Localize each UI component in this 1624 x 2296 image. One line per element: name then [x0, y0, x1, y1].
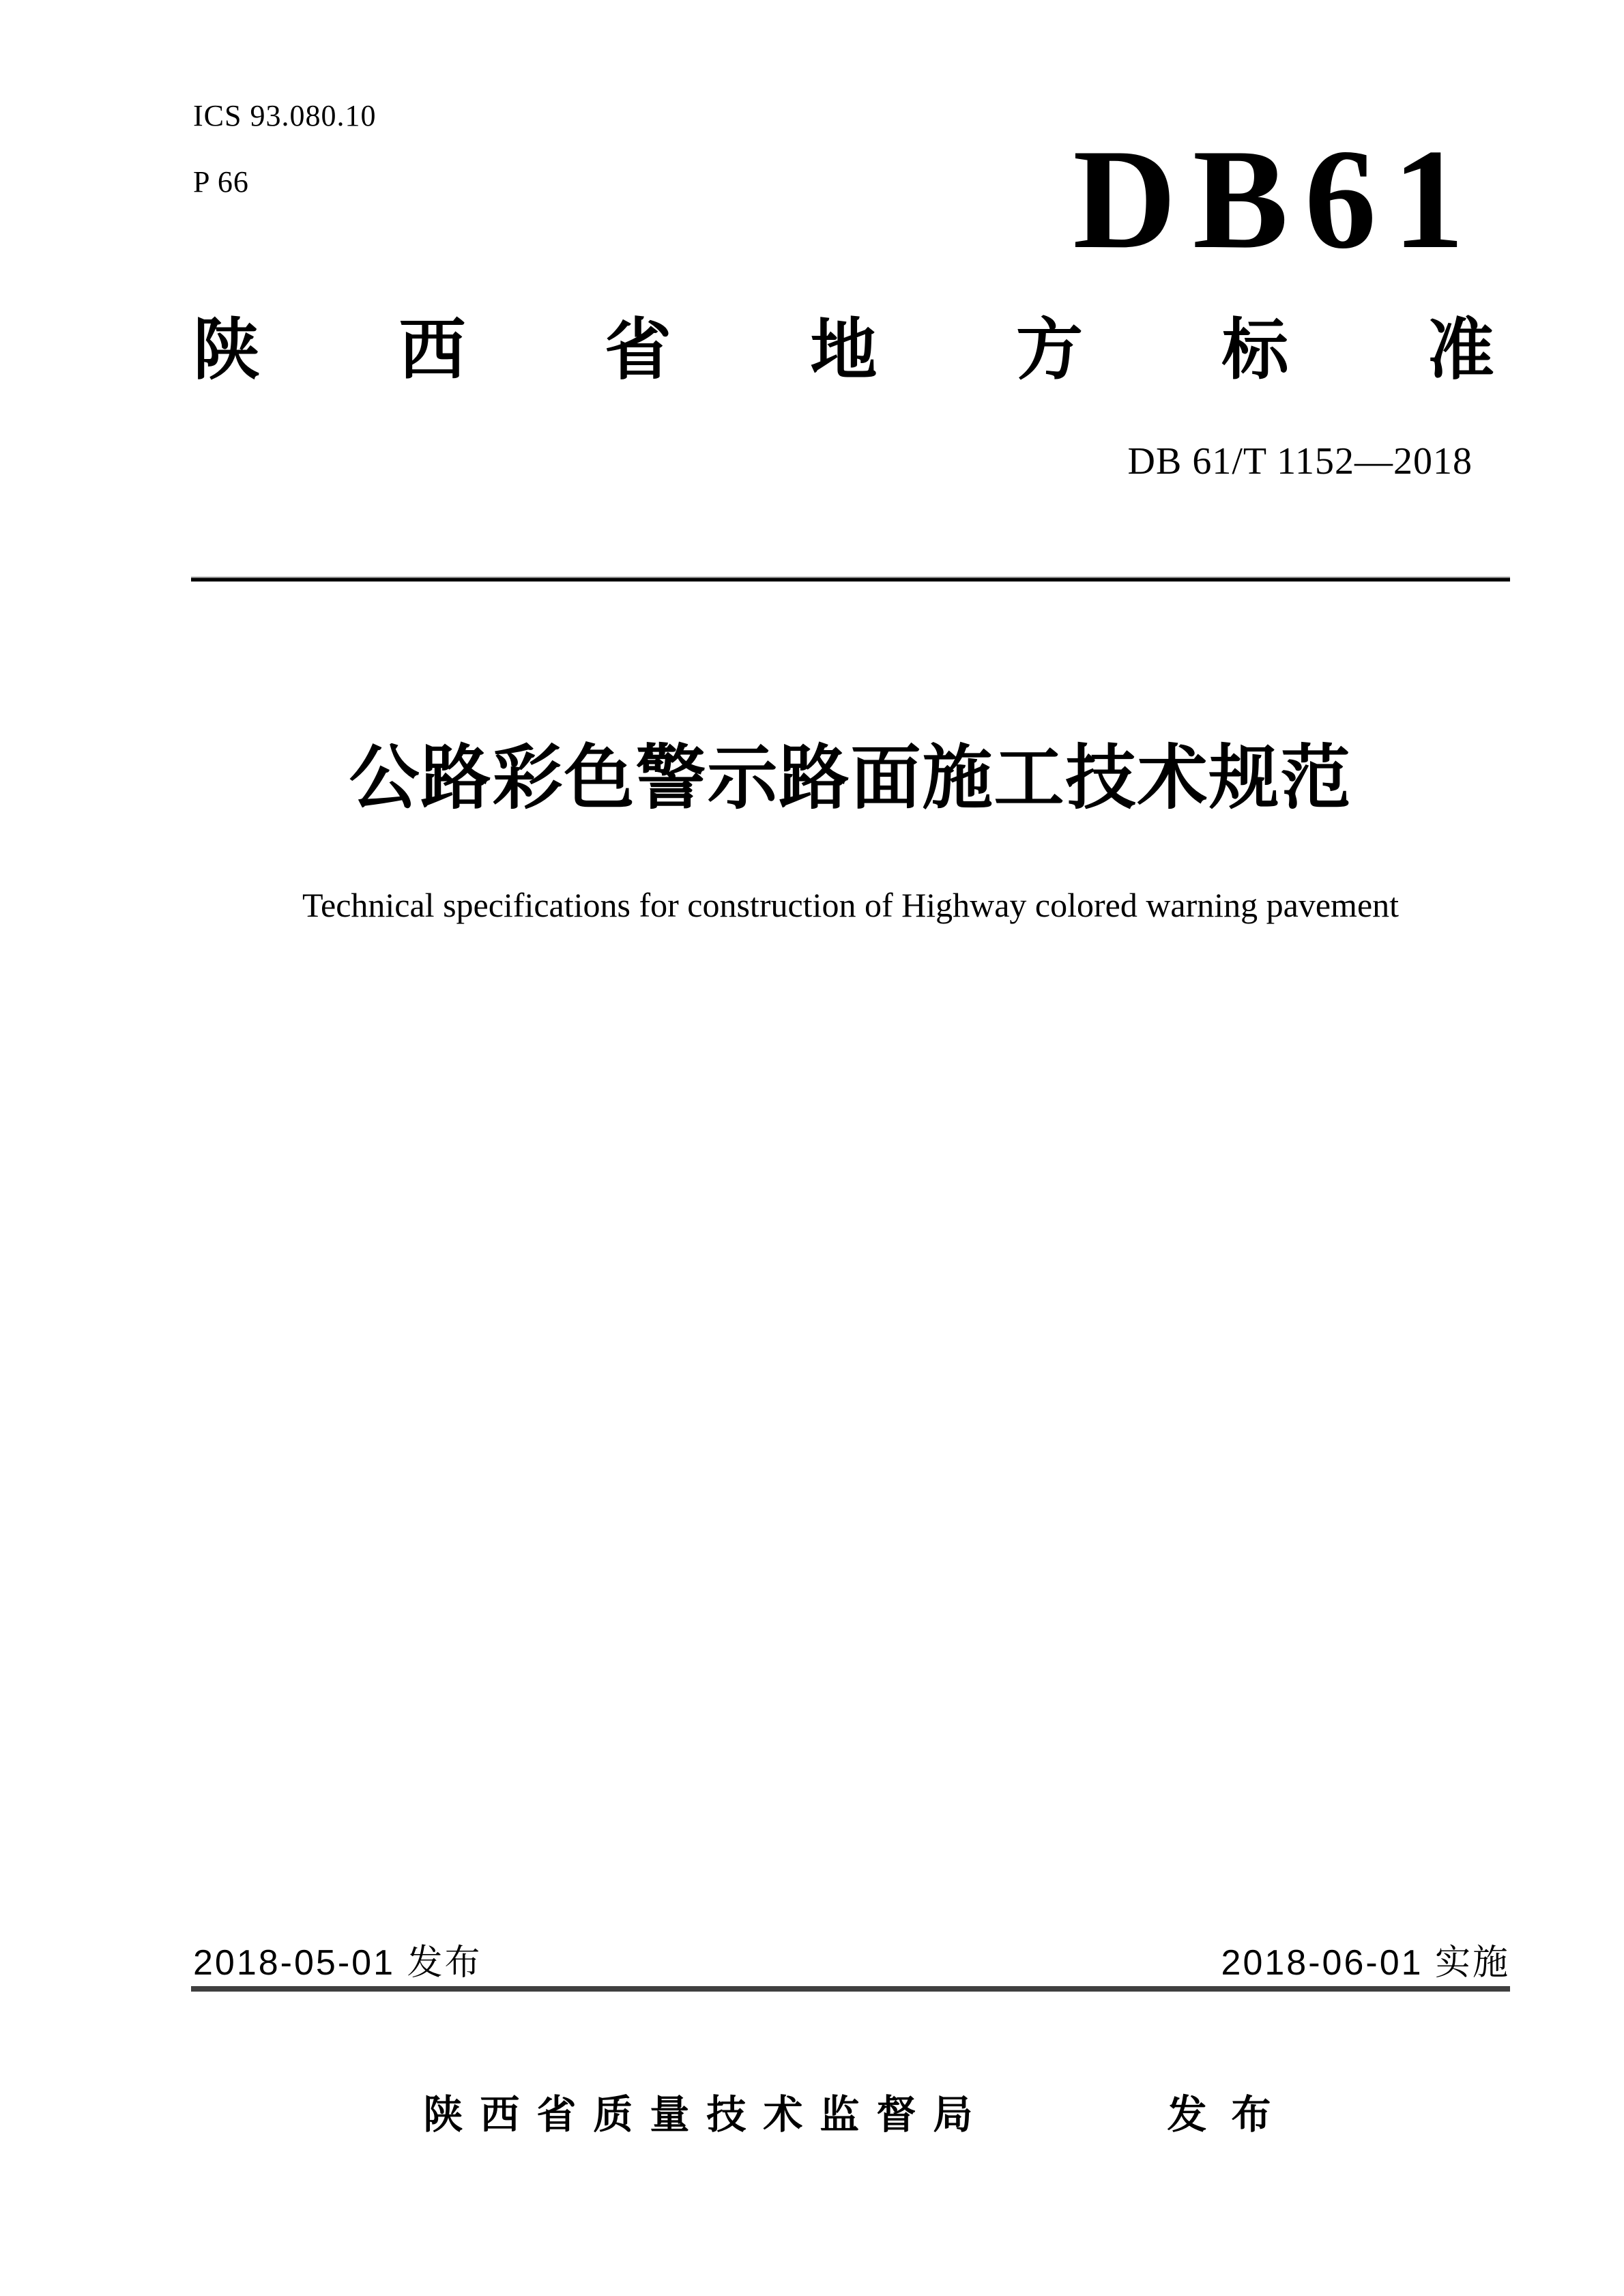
issue-date: 2018-05-01 发布	[193, 1943, 482, 1983]
standard-type-heading: 陕 西 省 地 方 标 准	[193, 314, 1494, 388]
publish-action-label: 发 布	[1167, 2093, 1278, 2137]
document-title-cn: 公路彩色警示路面施工技术规范	[349, 738, 1352, 817]
standard-number: DB 61/T 1152—2018	[1127, 440, 1473, 483]
date-row	[193, 1945, 1510, 1981]
bottom-divider-rule	[191, 1986, 1510, 1992]
classification-code: P 66	[193, 165, 249, 199]
implementation-date: 2018-06-01 实施	[1221, 1943, 1510, 1983]
publisher-row	[191, 2095, 1510, 2135]
ics-code: ICS 93.080.10	[193, 99, 377, 132]
db61-logo: DB61	[1073, 120, 1481, 278]
document-title-en: Technical specifications for construction of Highway colored warning pavement	[302, 886, 1400, 924]
top-divider-rule	[191, 577, 1510, 582]
publisher-name: 陕西省质量技术监督局	[423, 2093, 990, 2137]
